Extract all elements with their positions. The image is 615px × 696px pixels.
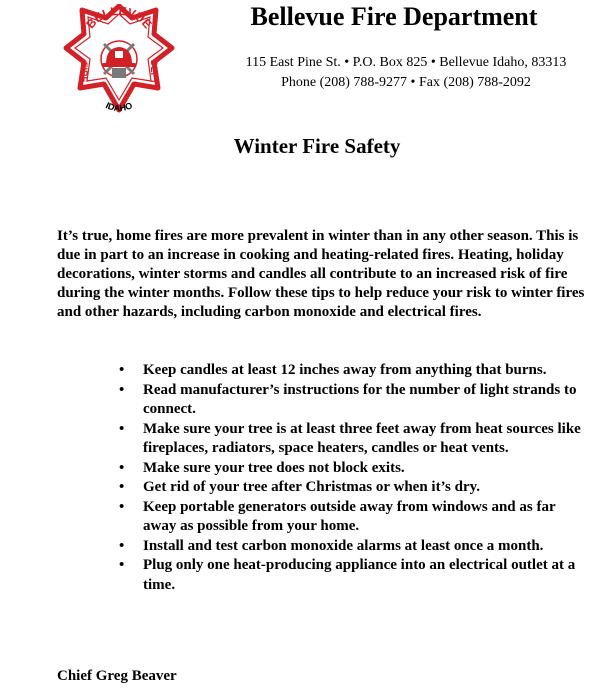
organization-name: Bellevue Fire Department [250,2,538,31]
list-item: • Keep candles at least 12 inches away from anything that burns. [143,361,583,381]
tips-list [143,361,583,595]
signature: Chief Greg Beaver [57,668,177,684]
list-item: • Get rid of your tree after Christmas or when it’s dry. [143,478,583,498]
intro-paragraph: It’s true, home fires are more prevalent in winter than in any other season. This is due in part to an increase in cooking and heating-related fires. Heating, holiday decorations, winter storms and candles all contribute to an increased risk of fire during the winter months. Follow these tips to help reduce your risk to winter fires and other hazards, including carbon monoxide and electrical fires. [57,228,585,320]
logo-bottom-text: IDAHO [104,100,134,114]
list-item: • Read manufacturer’s instructions for the number of light strands to connect. [143,381,583,420]
list-item: • Keep portable generators outside away from windows and as far away as possible from your home. [143,498,583,537]
logo-top-text: BELLEVUE [83,4,155,32]
logo-left-text: FIRE [79,62,89,83]
list-item: • Make sure your tree is at least three feet away from heat sources like fireplaces, radiators, space heaters, candles or heat vents. [143,420,583,459]
address-line: 115 East Pine St. • P.O. Box 825 • Bellevue Idaho, 83313 [245,55,567,70]
logo-right-text: DEPT [149,60,159,85]
document-title: Winter Fire Safety [233,134,401,158]
fire-department-logo [62,4,176,116]
list-item: • Make sure your tree does not block exits. [143,459,583,479]
list-item: • Install and test carbon monoxide alarms at least once a month. [143,537,583,557]
contact-line: Phone (208) 788-9277 • Fax (208) 788-2092 [281,75,531,90]
list-item: • Plug only one heat-producing appliance into an electrical outlet at a time. [143,556,583,595]
